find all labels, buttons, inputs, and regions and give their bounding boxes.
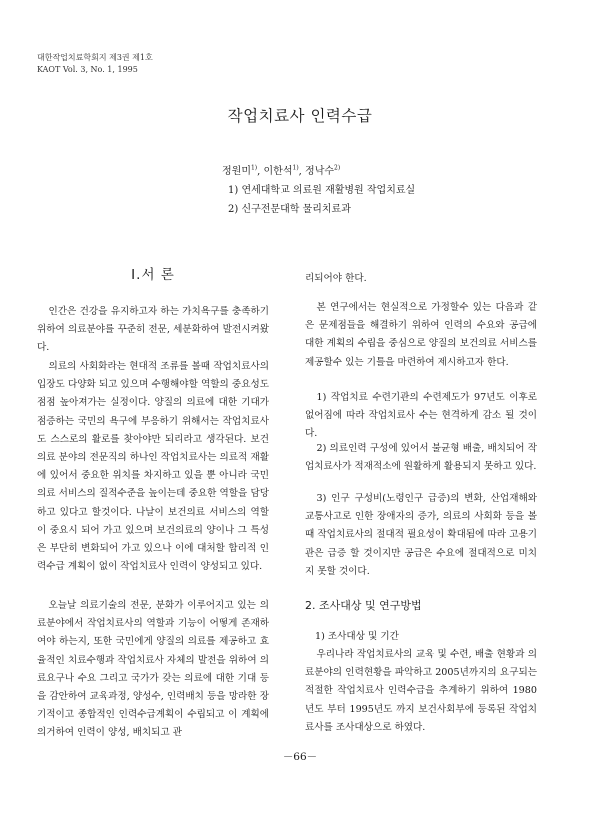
paragraph-left-3: 오늘날 의료기술의 전문, 분화가 이루어지고 있는 의료분야에서 작업치료사의 역할과 기능이 어떻게 존재하여야 하는지, 또한 국민에게 양질의 의료를 제공하고 효율적인 치료수행과 작업치료사 자체의 발전을 위하여 의료요구나 수요 그리고 국가가 갖는 의료에 대한 기대 등을 감안하여 교육과정, 양성수, 인력배치 등을 망라한 장기적이고 종합적인 인력수급계획이 수립되고 이 계획에 의거하여 인력이 양성, 배치되고 관 bbox=[37, 600, 269, 739]
paper-title: 작업치료사 인력수급 bbox=[227, 107, 373, 125]
list-item-1: 1) 작업치료 수련기관의 수련제도가 97년도 이후로 없어짐에 따라 작업치료사 수는 현격하게 감소 될 것이다. bbox=[305, 392, 537, 440]
author-3-affiliation-mark: 2) bbox=[334, 164, 341, 172]
affiliation-1: 1) 연세대학교 의료원 재활병원 작업치료실 bbox=[228, 185, 416, 196]
author-3: 정낙수 bbox=[305, 166, 335, 177]
paragraph-left-2: 의료의 사회화라는 현대적 조류를 볼때 작업치료사의 입장도 다양화 되고 있으며 수행해야할 역할의 중요성도 점점 높아져가는 실정이다. 양질의 의료에 대한 기대가 점증하는 국민의 욕구에 부응하기 위해서는 작업치료사도 스스로의 활로를 찾아야만 되리라고 생각된다. 보건의료 분야의 전문직의 하나인 작업치료사는 의료적 재활에 있어서 중요한 위치를 차지하고 있을 뿐 아니라 국민의료 서비스의 질적수준을 높이는데 중요한 역할을 담당하고 있다고 할것이다. 나날이 보건의료 서비스의 역할이 중요시 되어 가고 있으며 보건의료의 양이나 그 특성은 부단히 변화되어 가고 있으나 이에 대처할 합리적 인력수급 계획이 없이 작업치료사 인력이 양성되고 있다. bbox=[37, 361, 269, 573]
paragraph-right-continuation: 리되어야 한다. bbox=[305, 273, 367, 284]
author-block bbox=[222, 162, 415, 219]
journal-header-korean: 대한작업치료학회지 제3권 제1호 bbox=[37, 53, 153, 62]
author-1-affiliation-mark: 1) bbox=[250, 164, 258, 172]
affiliation-2: 2) 신구전문대학 물리치료과 bbox=[228, 204, 351, 215]
paragraph-right-1: 본 연구에서는 현실적으로 가정할수 있는 다음과 같은 문제점들을 해결하기 위하여 인력의 수요와 공급에 대한 계획의 수립을 중심으로 양질의 보건의료 서비스를 제공할수 있는 기틀을 마련하여 제시하고자 한다. bbox=[305, 302, 537, 368]
author-1: 정원미 bbox=[222, 166, 251, 177]
author-2: 이한석 bbox=[263, 166, 293, 177]
list-item-3: 3) 인구 구성비(노령인구 급증)의 변화, 산업재해와 교통사고로 인한 장애자의 증가, 의료의 사회화 등을 볼때 작업치료사의 절대적 필요성이 확대됨에 따라 고용기관은 급증 할 것이지만 공급은 수요에 절대적으로 미치지 못할 것이다. bbox=[305, 493, 537, 577]
journal-header-english: KAOT Vol. 3, No. 1, 1995 bbox=[37, 65, 138, 74]
subsection-1-heading: 1) 조사대상 및 기간 bbox=[315, 631, 399, 642]
list-item-2: 2) 의료인력 구성에 있어서 불균형 배출, 배치되어 작업치료사가 적재적소에 원활하게 활용되지 못하고 있다. bbox=[305, 443, 537, 473]
section-2-heading: 2. 조사대상 및 연구방법 bbox=[305, 599, 422, 612]
author-names: 정원미$^{1)}$, 이한석$^{1)}$, 정낙수$^{2)}$ bbox=[222, 164, 341, 177]
section-1-heading: Ⅰ.서 론 bbox=[131, 267, 175, 283]
paragraph-left-1: 인간은 건강을 유지하고자 하는 가치욕구를 충족하기 위하여 의료분야를 꾸준히 전문, 세분화하여 발전시켜왔다. bbox=[37, 306, 269, 354]
page-number: －66－ bbox=[282, 751, 318, 763]
journal-header bbox=[37, 52, 153, 76]
paragraph-right-2: 우리나라 작업치료사의 교육 및 수련, 배출 현황과 의료분야의 인력현황을 파악하고 2005년까지의 요구되는 적절한 작업치료사 인력수급을 추계하기 위하여 1980년도 부터 1995년도 까지 보건사회부에 등록된 작업치료사를 조사대상으로 하였다. bbox=[305, 649, 537, 733]
author-2-affiliation-mark: 1) bbox=[292, 164, 299, 172]
